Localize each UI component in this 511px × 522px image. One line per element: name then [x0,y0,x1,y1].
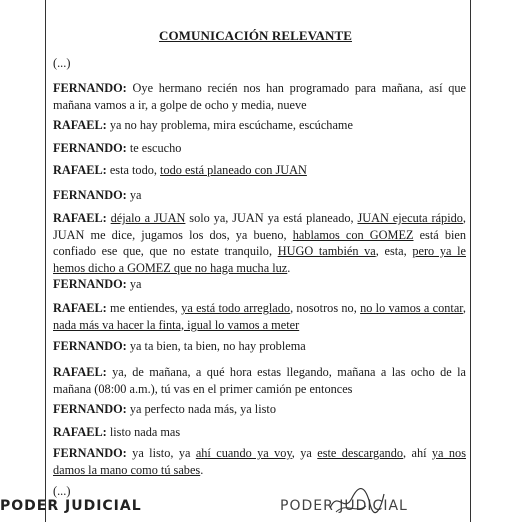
dialogue-text: ya perfecto nada más, ya listo [126,402,276,416]
dialogue-text: solo ya, JUAN ya está planeado, [185,211,358,225]
speaker-name: FERNANDO: [53,277,127,291]
dialogue-line [53,364,466,397]
speaker-name: FERNANDO: [53,339,127,353]
dialogue-line [53,424,466,441]
speaker-name: FERNANDO: [53,81,127,95]
dialogue-text: ya listo, ya [126,446,196,460]
dialogue-text: Oye hermano recién nos han programado para mañana, así que mañana vamos a ir, a golpe de ocho y media, nueve [53,81,466,112]
speaker-name: RAFAEL: [53,163,107,177]
speaker-name: RAFAEL: [53,118,107,132]
dialogue-line [53,80,466,113]
underlined-text: todo está planeado con JUAN [160,163,307,177]
dialogue-text: , [462,301,466,315]
dialogue-line [53,140,466,157]
underlined-text: HUGO también va [277,244,376,258]
dialogue-text: ya ta bien, ta bien, no hay problema [126,339,306,353]
underlined-text: nada más va hacer la finta, igual lo vamos a meter [53,317,300,332]
dialogue-line [53,210,466,276]
stamp-left: PODER JUDICIAL [0,498,142,514]
dialogue-text: , esta, [375,244,413,258]
speaker-name: RAFAEL: [53,365,107,379]
document-title: COMUNICACIÓN RELEVANTE [158,28,352,43]
dialogue-text: te escucho [126,141,182,155]
dialogue-text: , ya [291,446,318,460]
underlined-text: este descargando [317,446,404,460]
speaker-name: FERNANDO: [53,188,127,202]
dialogue-text: está bien confiado ese que, que no estate tranquilo, [53,227,466,258]
underlined-text: ya está todo arreglado [181,301,291,315]
dialogue-text: ya [126,188,142,202]
stamp-right: PODER JUDICIAL [280,498,408,514]
speaker-name: FERNANDO: [53,446,127,460]
dialogue-line [53,300,466,333]
dialogue-text: ya [126,277,142,291]
dialogue-line [53,187,466,204]
ellipsis-top: (...) [53,56,71,70]
dialogue-text: listo nada mas [106,425,181,439]
dialogue-text: , nosotros no, [290,301,361,315]
dialogue-text: ya, de mañana, a qué hora estas llegando, mañana a las ocho de la mañana (08:00 a.m.), tú vas en el primer camión pe entonces [53,365,466,396]
speaker-name: RAFAEL: [53,425,107,439]
dialogue-text: . [287,260,291,275]
speaker-name: FERNANDO: [53,141,127,155]
underlined-text: JUAN ejecuta rápido [357,211,463,225]
underlined-text: déjalo a JUAN [110,211,186,225]
underlined-text: no lo vamos a contar [360,301,463,315]
dialogue-line [53,276,466,293]
dialogue-line [53,117,466,134]
ellipsis-bottom: (...) [53,484,71,498]
dialogue-text: ya no hay problema, mira escúchame, escúchame [106,118,353,132]
speaker-name: RAFAEL: [53,211,107,225]
signature-scribble [326,484,386,516]
speaker-name: FERNANDO: [53,402,127,416]
dialogue-text: esta todo, [106,163,161,177]
dialogue-line [53,162,466,179]
speaker-name: RAFAEL: [53,301,107,315]
underlined-text: hablamos con GOMEZ [292,227,414,242]
dialogue-text: , JUAN me dice, jugamos los dos, ya bueno, [53,211,466,242]
underlined-text: ya nos damos la mano como tú sabes [53,446,466,477]
dialogue-text: , ahí [403,446,432,460]
dialogue-line [53,338,466,355]
dialogue-line [53,401,466,418]
underlined-text: pero ya le hemos dicho a GOMEZ que no haga mucha luz [53,244,466,275]
dialogue-text: . [200,462,204,477]
dialogue-text: me entiendes, [106,301,182,315]
dialogue-line [53,445,466,478]
underlined-text: ahí cuando ya voy [195,446,292,460]
